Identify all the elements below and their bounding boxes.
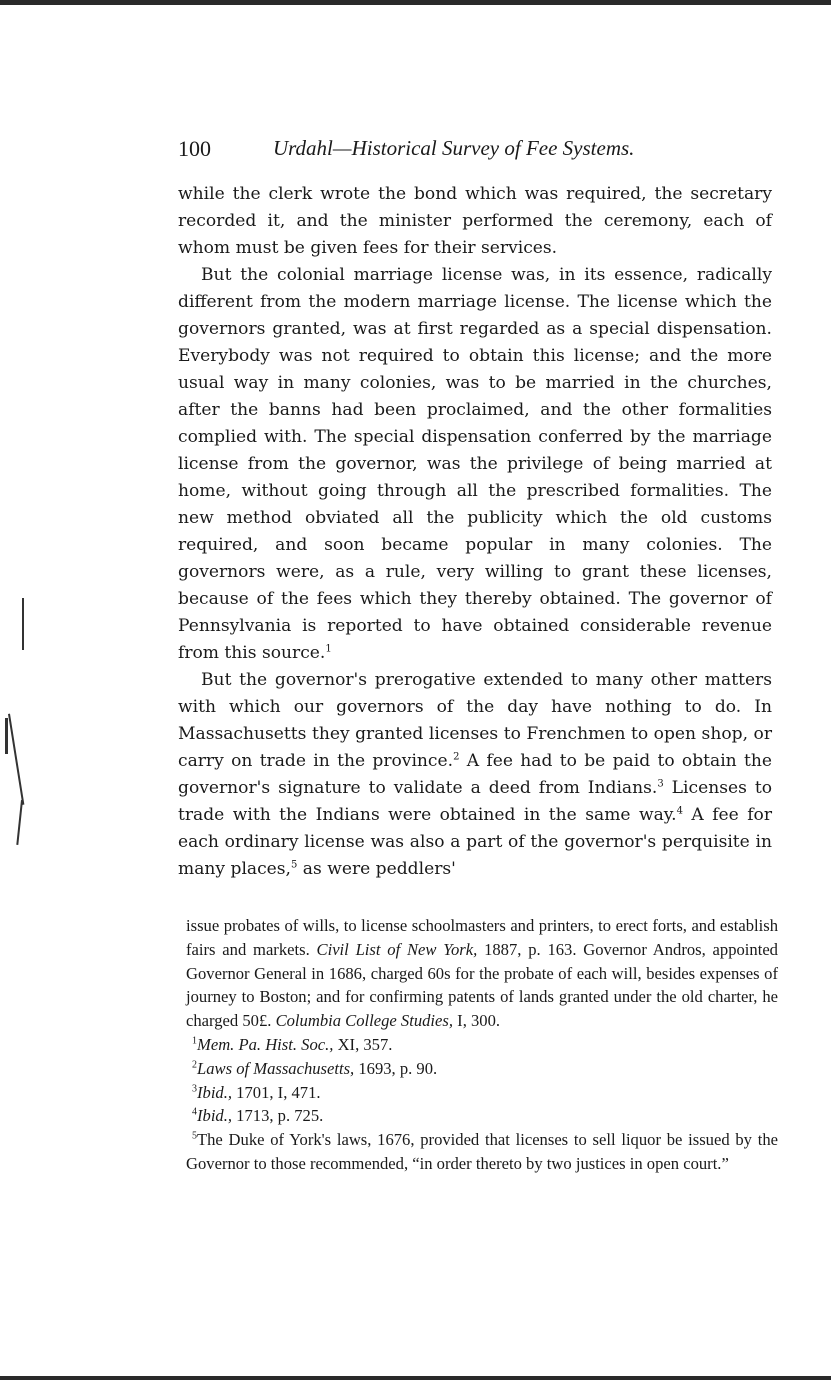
footnote-5 [186, 1128, 778, 1176]
paragraph-3-text-b: A fee had to be paid to obtain the governor's signature to validate a deed from Indians. [178, 751, 772, 798]
footnote-ref-4: 4 [676, 805, 683, 817]
footnote-2-number: 2 [192, 1059, 197, 1071]
footnote-1-citation: Mem. Pa. Hist. Soc., [197, 1034, 334, 1054]
footnote-1-number: 1 [192, 1035, 197, 1047]
margin-scan-mark [8, 714, 24, 805]
footnote-3-number: 3 [192, 1083, 197, 1095]
paragraph-2-text: But the colonial marriage license was, in its essence, radically different from the modern marriage license. The license which the governors granted, was at first regarded as a special dispensation. Everybody was not required to obtain this license; and the more usual way in many colonies, was to be married in the churches, after the banns had been proclaimed, and the other formalities complied with. The special dispensation conferred by the marriage license from the governor, was the privilege of being married at home, without going through all the prescribed formalities. The new method obviated all the publicity which the old customs required, and soon became popular in many colonies. The governors were, as a rule, very willing to grant these licenses, because of the fees which they thereby obtained. The governor of Pennsylvania is reported to have obtained considerable revenue from this source. [178, 265, 772, 663]
margin-scan-mark [16, 800, 23, 845]
footnote-ref-2: 2 [453, 751, 460, 763]
footnote-2-rest: 1693, p. 90. [354, 1058, 438, 1078]
footnote-4 [186, 1104, 778, 1128]
footnote-2-citation: Laws of Massachusetts, [197, 1058, 355, 1078]
footnote-continued [186, 914, 778, 1033]
footnote-continued-citation-a: Civil List of New York, [316, 939, 478, 959]
footnote-ref-5: 5 [291, 859, 298, 871]
paragraph-3-text-e: as were peddlers' [297, 859, 456, 879]
footnote-continued-citation-b: Columbia College Studies, [275, 1011, 454, 1031]
top-border-rule [0, 0, 831, 5]
paragraph-3-text-d: A fee for each ordinary license was also a part of the governor's perquisite in many places, [178, 805, 772, 879]
footnote-1 [186, 1033, 778, 1057]
paragraph-2 [178, 262, 772, 667]
footnote-3-citation: Ibid., [197, 1082, 233, 1102]
paragraph-3 [178, 667, 772, 883]
running-title: Urdahl—Historical Survey of Fee Systems. [273, 136, 635, 160]
footnote-5-number: 5 [192, 1130, 197, 1142]
page-number: 100 [178, 136, 211, 161]
footnote-ref-1: 1 [325, 643, 332, 655]
footnote-4-rest: 1713, p. 725. [232, 1106, 324, 1126]
footnote-3-rest: 1701, I, 471. [232, 1082, 321, 1102]
footnote-1-rest: XI, 357. [333, 1034, 393, 1054]
footnote-continued-text-b: 1887, p. 163. Governor Andros, appointed Governor General in 1686, charged 60s for the probate of each will, besides expenses of journey to Boston; and for confirming patents of lands granted under the old charter, he charged 50£. [186, 939, 778, 1031]
footnote-4-number: 4 [192, 1106, 197, 1118]
footnote-5-text: The Duke of York's laws, 1676, provided that licenses to sell liquor be issued by the Governor to those recommended, “in order thereto by two justices in open court.” [186, 1130, 778, 1173]
footnote-continued-text-a: issue probates of wills, to license schoolmasters and printers, to erect forts, and establish fairs and markets. [186, 916, 778, 959]
bottom-border-rule [0, 1376, 831, 1380]
page-header [178, 136, 772, 168]
footnote-3 [186, 1081, 778, 1105]
footnote-continued-text-c: I, 300. [453, 1011, 501, 1031]
footnote-4-citation: Ibid., [197, 1106, 233, 1126]
footnote-ref-3: 3 [657, 778, 664, 790]
margin-scan-mark [22, 598, 24, 650]
footnote-2 [186, 1057, 778, 1081]
body-text [178, 181, 772, 883]
paragraph-1: while the clerk wrote the bond which was required, the secretary recorded it, and the minister performed the ceremony, each of whom must be given fees for their services. [178, 184, 772, 258]
margin-scan-mark [5, 718, 8, 754]
paragraph-3-text-c: Licenses to trade with the Indians were obtained in the same way. [178, 778, 772, 825]
paragraph-3-text-a: But the governor's prerogative extended to many other matters with which our governors of the day have nothing to do. In Massachusetts they granted licenses to Frenchmen to open shop, or carry on trade in the province. [178, 670, 772, 771]
footnotes [186, 914, 778, 1176]
